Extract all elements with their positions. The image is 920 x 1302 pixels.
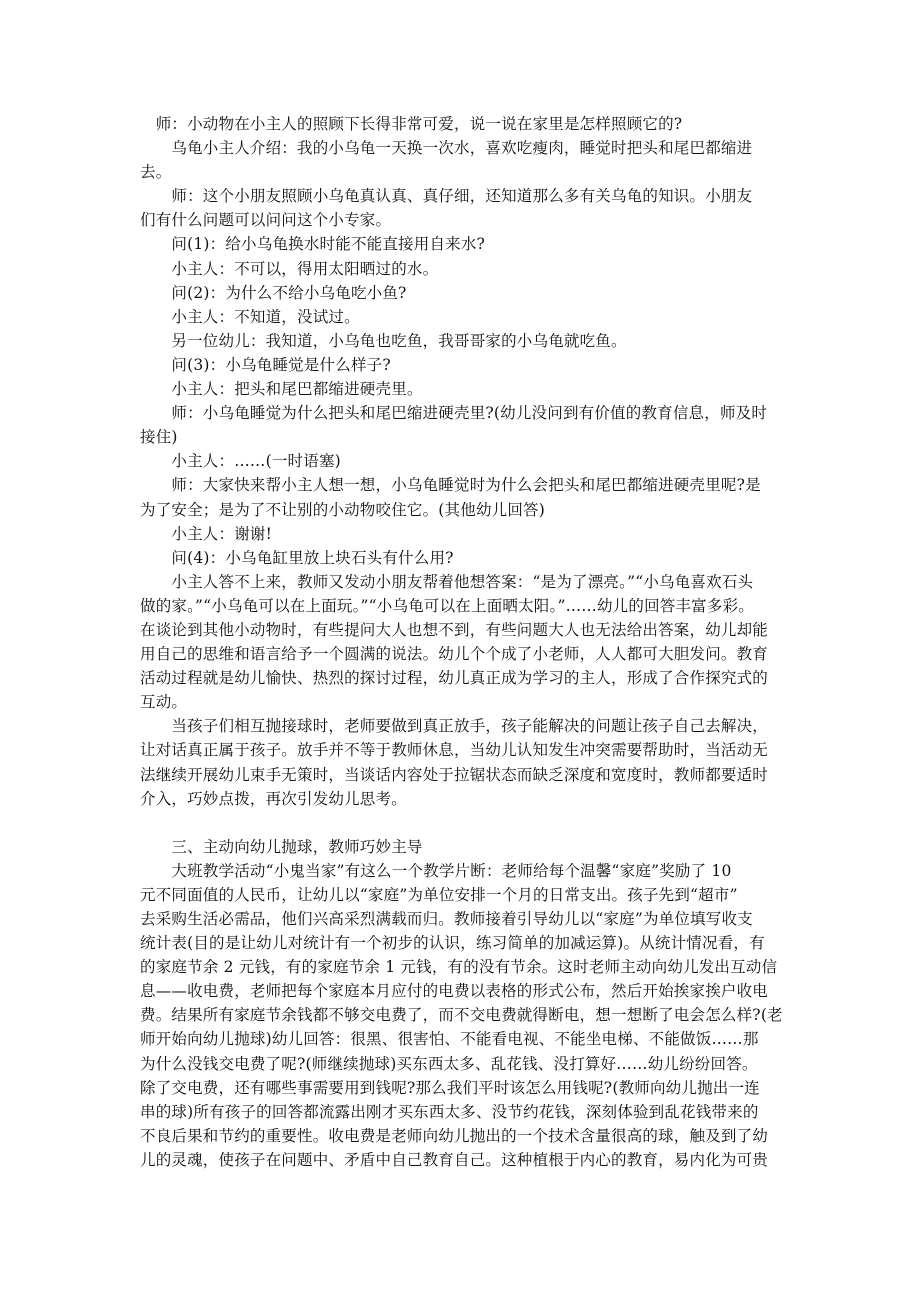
text-line: 大班教学活动“小鬼当家”有这么一个教学片断：老师给每个温馨“家庭”奖励了 10 xyxy=(140,861,732,880)
paragraph xyxy=(140,714,788,810)
text-line: 问(2)：为什么不给小乌龟吃小鱼? xyxy=(140,283,407,302)
paragraph xyxy=(140,232,788,256)
text-line: 为了安全；是为了不让别的小动物咬住它。(其他幼儿回答) xyxy=(140,500,545,519)
text-line: 在谈论到其他小动物时，有些提问大人也想不到，有些问题大人也无法给出答案，幼儿却能 xyxy=(140,620,769,639)
paragraph xyxy=(140,353,788,377)
paragraph xyxy=(140,449,788,473)
text-line: 接住) xyxy=(140,428,178,447)
text-line: 另一位幼儿：我知道，小乌龟也吃鱼，我哥哥家的小乌龟就吃鱼。 xyxy=(140,331,627,350)
paragraph xyxy=(140,570,788,715)
text-line: 除了交电费，还有哪些事需要用到钱呢?那么我们平时该怎么用钱呢?(教师向幼儿抛出一连 xyxy=(140,1078,760,1097)
text-line: 元不同面值的人民币，让幼儿以“家庭”为单位安排一个月的日常支出。孩子先到“超市” xyxy=(140,885,738,904)
text-line: 问(3)：小乌龟睡觉是什么样子? xyxy=(140,355,391,374)
text-line: 不良后果和节约的重要性。收电费是老师向幼儿抛出的一个技术含量很高的球，触及到了幼 xyxy=(140,1126,769,1145)
text-line: 小主人答不上来，教师又发动小朋友帮着他想答案：“是为了漂亮。”“小乌龟喜欢石头 xyxy=(140,572,754,591)
text-line: 们有什么问题可以问问这个小专家。 xyxy=(140,211,392,230)
text-line: 息——收电费，老师把每个家庭本月应付的电费以表格的形式公布，然后开始挨家挨户收电 xyxy=(140,982,769,1001)
text-line: 让对话真正属于孩子。放手并不等于教师休息，当幼儿认知发生冲突需要帮助时，当活动无 xyxy=(140,741,769,760)
text-line: 统计表(目的是让幼儿对统计有一个初步的认识，练习简单的加减运算)。从统计情况看，有 xyxy=(140,934,765,953)
paragraph xyxy=(140,329,788,353)
text-line: 去采购生活必需品，他们兴高采烈满载而归。教师接着引导幼儿以“家庭”为单位填写收支 xyxy=(140,910,753,928)
paragraph xyxy=(140,257,788,281)
text-line: 小主人：不可以，得用太阳晒过的水。 xyxy=(140,259,439,278)
text-line: 小主人：不知道，没试过。 xyxy=(140,307,360,326)
paragraph xyxy=(140,305,788,329)
text-line: 问(1)：给小乌龟换水时能不能直接用自来水? xyxy=(140,235,486,254)
paragraph xyxy=(140,522,788,546)
paragraph xyxy=(140,112,788,136)
text-line: 去。 xyxy=(140,163,172,182)
paragraph xyxy=(140,377,788,401)
text-line: 问(4)：小乌龟缸里放上块石头有什么用? xyxy=(140,548,454,567)
paragraph xyxy=(140,184,788,232)
text-line: 用自己的思维和语言给予一个圆满的说法。幼儿个个成了小老师，人人都可大胆发问。教育 xyxy=(140,645,769,664)
paragraph xyxy=(140,546,788,570)
text-line: 师：大家快来帮小主人想一想，小乌龟睡觉时为什么会把头和尾巴都缩进硬壳里呢?是 xyxy=(140,476,761,495)
section-heading: 三、主动向幼儿抛球，教师巧妙主导 xyxy=(140,837,423,856)
text-line: 师：小动物在小主人的照顾下长得非常可爱，说一说在家里是怎样照顾它的? xyxy=(140,115,683,133)
text-line: 师开始向幼儿抛球)幼儿回答：很黑、很害怕、不能看电视、不能坐电梯、不能做饭……那 xyxy=(140,1030,759,1049)
text-line: 当孩子们相互抛接球时，老师要做到真正放手，孩子能解决的问题让孩子自己去解决， xyxy=(140,717,769,736)
text-line: 介入，巧妙点拨，再次引发幼儿思考。 xyxy=(140,789,407,808)
text-line: 做的家。”“小乌龟可以在上面玩。”“小乌龟可以在上面晒太阳。”……幼儿的回答丰富多彩。 xyxy=(140,596,754,615)
text-line: 小主人：把头和尾巴都缩进硬壳里。 xyxy=(140,380,423,399)
text-line: 活动过程就是幼儿愉快、热烈的探讨过程，幼儿真正成为学习的主人，形成了合作探究式的 xyxy=(140,669,769,688)
text-line: 互动。 xyxy=(140,693,188,712)
text-line: 小主人：……(一时语塞) xyxy=(140,452,341,471)
text-line: 小主人：谢谢! xyxy=(140,524,273,543)
paragraph-gap xyxy=(140,811,788,835)
text-line: 儿的灵魂，使孩子在问题中、矛盾中自己教育自己。这种植根于内心的教育，易内化为可贵 xyxy=(140,1150,769,1169)
dialogue-section xyxy=(140,112,788,811)
text-line: 法继续开展幼儿束手无策时，当谈话内容处于拉锯状态而缺乏深度和宽度时，教师都要适时 xyxy=(140,765,769,784)
section-body xyxy=(140,859,788,1172)
text-line: 为什么没钱交电费了呢?(师继续抛球)买东西太多、乱花钱、没打算好……幼儿纷纷回答。 xyxy=(140,1054,758,1073)
text-line: 串的球)所有孩子的回答都流露出刚才买东西太多、没节约花钱，深刻体验到乱花钱带来的 xyxy=(140,1102,759,1121)
text-line: 的家庭节余 2 元钱，有的家庭节余 1 元钱，有的没有节余。这时老师主动向幼儿发出互动信 xyxy=(140,958,778,977)
paragraph xyxy=(140,136,788,184)
paragraph xyxy=(140,281,788,305)
text-line: 费。结果所有家庭节余钱都不够交电费了，而不交电费就得断电，想一想断了电会怎么样?(老 xyxy=(140,1006,783,1025)
text-line: 师：小乌龟睡觉为什么把头和尾巴缩进硬壳里?(幼儿没问到有价值的教育信息，师及时 xyxy=(140,404,768,423)
document-body xyxy=(140,112,788,1172)
text-line: 师：这个小朋友照顾小乌龟真认真、真仔细，还知道那么多有关乌龟的知识。小朋友 xyxy=(140,187,753,206)
paragraph xyxy=(140,401,788,449)
text-line: 乌龟小主人介绍：我的小乌龟一天换一次水，喜欢吃瘦肉，睡觉时把头和尾巴都缩进 xyxy=(140,139,753,158)
paragraph xyxy=(140,473,788,521)
